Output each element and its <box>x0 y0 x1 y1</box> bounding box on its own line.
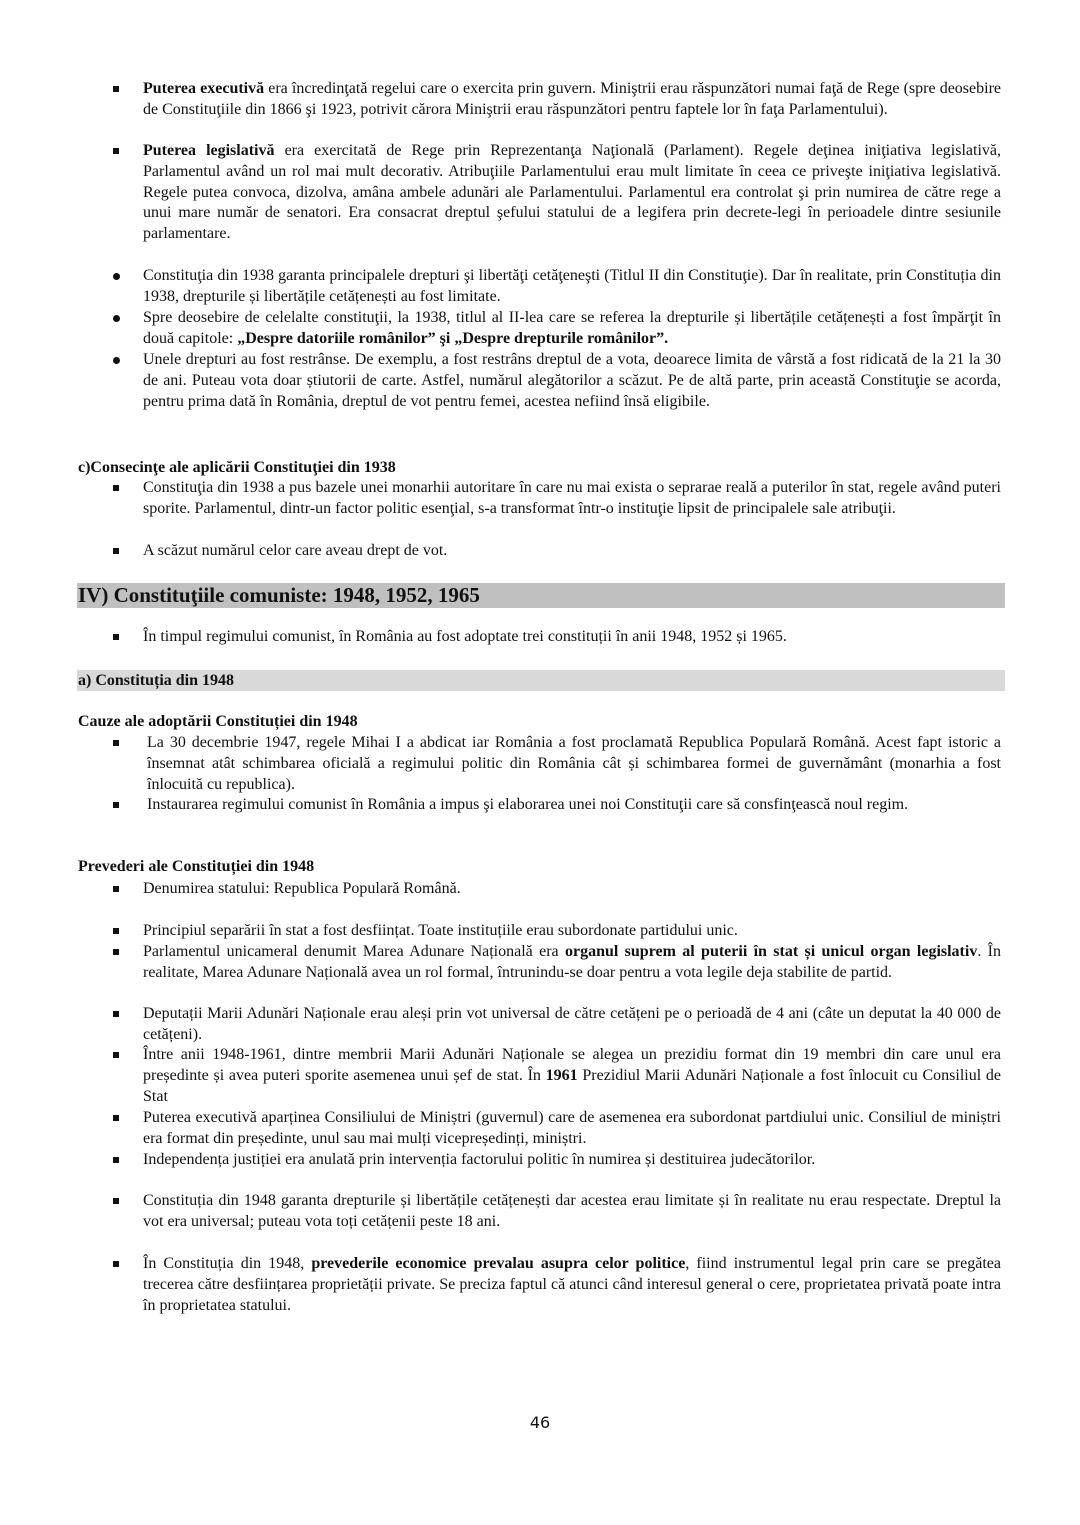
paragraph-provision-6: Puterea executivă aparținea Consiliului de Miniștri (guvernul) care de asemenea era subordonat partdiului unic. Consiliul de miniștri era format din președinte, unul sau mai mulți vicepreședinți, miniștri. <box>143 1109 1001 1147</box>
bold-term: Puterea executivă <box>143 80 265 97</box>
paragraph-rights-chapters: Spre deosebire de celelalte constituţii, la 1938, titlul al II-lea care se referea la drepturile și libertățile cetățenești a fost împărţit în două capitole: „Despre datoriile românilor” şi „Despre drepturile românilor”. <box>143 309 1001 347</box>
page-number: 46 <box>529 1413 551 1432</box>
paragraph-executive-power: Puterea executivă era încredinţată regelui care o exercita prin guvern. Miniştrii erau răspunzători numai faţă de Rege (spre deosebire de Constituţiile din 1866 şi 1923, potrivit cărora Miniştrii erau răspunzători pentru faptele lor în faţa Parlamentului). <box>143 80 1002 118</box>
bold-term: Puterea legislativă <box>143 142 275 159</box>
paragraph-legislative-power: Puterea legislativă era exercitată de Rege prin Reprezentanţa Naţională (Parlament). Regele deţinea iniţiativa legislativă, Parlamentul având un rol mai mult decorativ. Atribuţiile Parlamentului erau mult limitate în ceea ce priveşte iniţiativa legislativă. Regele putea convoca, dizolva, amâna ambele adunări ale Parlamentului. Parlamentul era controlat şi prin numirea de către rege a unui mare număr de senatori. Era consacrat dreptul şefului statului de a legifera prin decrete-legi în perioadele dintre sesiunile parlamentare. <box>143 142 1002 243</box>
paragraph-provision-2: Principiul separării în stat a fost desființat. Toate instituțiile erau subordonate partidului unic. <box>143 922 738 939</box>
square-bullet-icon <box>113 1115 119 1121</box>
square-bullet-icon <box>113 1198 119 1204</box>
square-bullet-icon <box>113 548 119 554</box>
consequences-heading: c)Consecinţe ale aplicării Constituţiei din 1938 <box>78 459 396 476</box>
paragraph-cause-2: Instaurarea regimului comunist în România a impus şi elaborarea unei noi Constituţii care să consfinţească noul regim. <box>147 796 909 813</box>
square-bullet-icon <box>113 1261 119 1267</box>
square-bullet-icon <box>113 485 119 491</box>
paragraph-provision-9: În Constituția din 1948, prevederile economice prevalau asupra celor politice, fiind instrumentul legal prin care se pregătea trecerea către desființarea proprietății private. Se preciza faptul că atunci când interesul general o cere, proprietatea privată poate intra în proprietatea statului. <box>143 1255 1002 1314</box>
square-bullet-icon <box>113 949 119 955</box>
round-bullet-icon <box>113 273 120 280</box>
square-bullet-icon <box>113 634 119 640</box>
square-bullet-icon <box>113 740 119 746</box>
section-iv-heading: IV) Constituţiile comuniste: 1948, 1952, 1965 <box>77 583 1005 608</box>
square-bullet-icon <box>113 928 119 934</box>
round-bullet-icon <box>113 357 120 364</box>
bold-economic-provisions: prevederile economice prevalau asupra celor politice <box>311 1255 686 1272</box>
bold-supreme-organ: organul suprem al puterii în stat și unicul organ legislativ <box>564 943 978 960</box>
paragraph-consequence-2: A scăzut numărul celor care aveau drept de vot. <box>143 542 448 559</box>
square-bullet-icon <box>113 1157 119 1163</box>
paragraph-rights-guarantee: Constituţia din 1938 garanta principalele drepturi şi libertăţi cetăţeneşti (Titlul II din Constituţie). Dar în realitate, prin Constituția din 1938, drepturile și libertățile cetățenești au fost limitate. <box>143 267 1001 305</box>
paragraph-provision-8: Constituția din 1948 garanta drepturile și libertățile cetățenești dar acestea erau limitate și în realitate nu erau respectate. Dreptul la vot era universal; puteau vota toți cetățenii peste 18 ani. <box>143 1192 1001 1230</box>
bold-chapters: „Despre datoriile românilor” şi „Despre drepturile românilor”. <box>237 329 669 347</box>
square-bullet-icon <box>113 1011 119 1017</box>
paragraph-provision-4: Deputații Marii Adunări Naționale erau aleși prin vot universal de către cetățeni pe o perioadă de 4 ani (câte un deputat la 40 000 de cetățeni). <box>143 1005 1001 1043</box>
provisions-heading: Prevederi ale Constituției din 1948 <box>78 858 315 875</box>
paragraph-consequence-1: Constituţia din 1938 a pus bazele unei monarhii autoritare în care nu mai exista o seprarae reală a puterilor în stat, regele având puteri sporite. Parlamentul, dintr-un factor politic esenţial, s-a transformat într-o instituţie lipsit de principalele sale atribuţii. <box>143 479 1001 517</box>
paragraph-provision-5: Între anii 1948-1961, dintre membrii Marii Adunări Naționale se alegea un prezidiu format din 19 membri din care unul era președinte și avea puteri sporite asemenea unui șef de stat. În 1961 Prezidiul Marii Adunări Naționale a fost înlocuit cu Consiliul de Stat <box>143 1046 1001 1105</box>
subsection-a-heading: a) Constituția din 1948 <box>77 670 1005 691</box>
paragraph-provision-1: Denumirea statului: Republica Populară Română. <box>143 880 461 897</box>
paragraph-provision-3: Parlamentul unicameral denumit Marea Adunare Națională era organul suprem al puterii în stat și unicul organ legislativ. În realitate, Marea Adunare Națională avea un rol formal, întrunindu-se doar pentru a vota legile deja stabilite de partid. <box>143 943 1002 981</box>
bold-year: 1961 <box>545 1066 578 1084</box>
paragraph-rights-restricted: Unele drepturi au fost restrânse. De exemplu, a fost restrâns dreptul de a vota, deoarece limita de vârstă a fost ridicată de la 21 la 30 de ani. Puteau vota doar știutorii de carte. Astfel, numărul alegătorilor a scăzut. Pe de altă parte, prin această Constituţie se acorda, pentru prima dată în România, dreptul de vot pentru femei, acestea nefiind însă eligibile. <box>143 351 1001 410</box>
square-bullet-icon <box>113 86 119 92</box>
square-bullet-icon <box>113 1052 119 1058</box>
paragraph-cause-1: La 30 decembrie 1947, regele Mihai I a abdicat iar România a fost proclamată Republica Populară Română. Acest fapt istoric a însemnat atât schimbarea oficială a regimului politic din România cât și schimbarea formei de guvernământ (monarhia a fost înlocuită cu republica). <box>147 734 1001 793</box>
paragraph-section-iv-intro: În timpul regimului comunist, în România au fost adoptate trei constituții în anii 1948, 1952 și 1965. <box>143 628 787 645</box>
causes-heading: Cauze ale adoptării Constituției din 1948 <box>78 713 358 730</box>
round-bullet-icon <box>113 315 120 322</box>
square-bullet-icon <box>113 802 119 808</box>
paragraph-provision-7: Independența justiției era anulată prin intervenția factorului politic în numirea și destituirea judecătorilor. <box>143 1151 816 1168</box>
square-bullet-icon <box>113 886 119 892</box>
square-bullet-icon <box>113 148 119 154</box>
